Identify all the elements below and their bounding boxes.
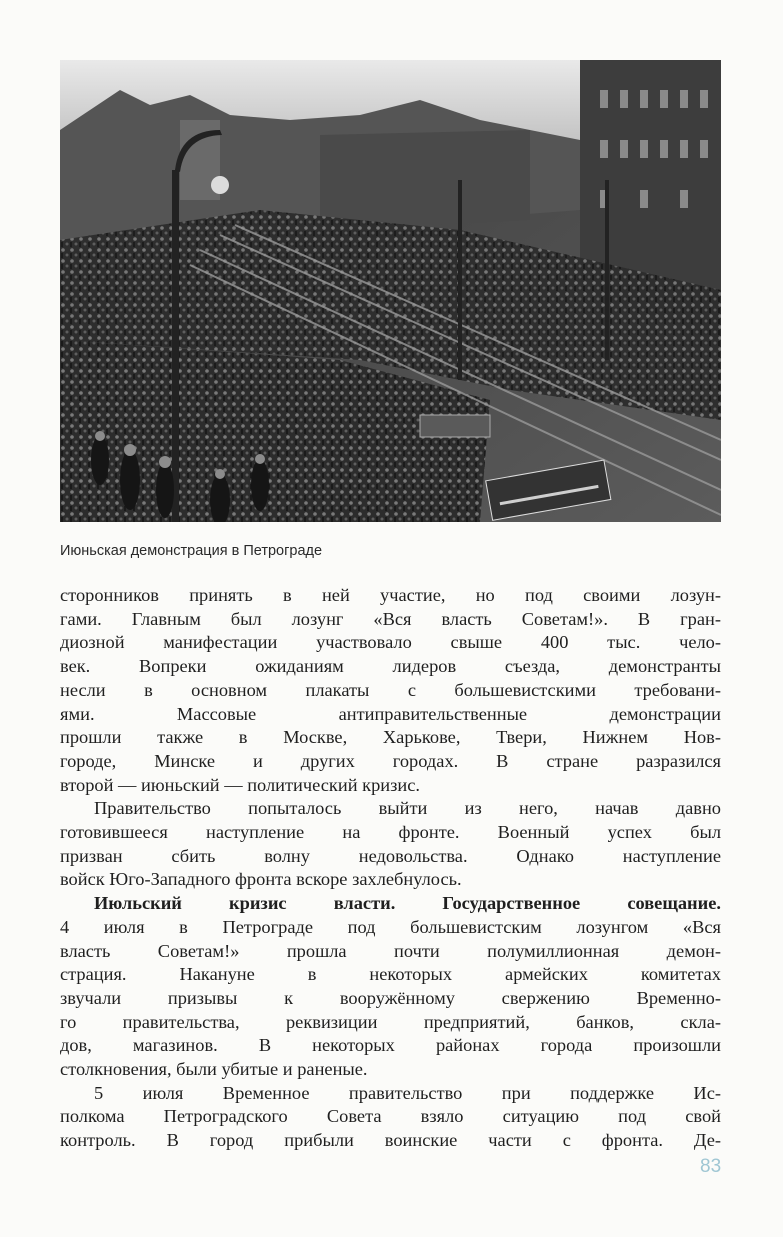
page-number: 83 bbox=[700, 1156, 722, 1177]
paragraph-2: Правительство попыталось выйти из него, начав давно готовившееся наступление на фронте. Военный успех был призван сбить волну недовольства. Однако наступление войск Юго-Западного фронта вскоре захлебнулось. bbox=[60, 798, 721, 890]
paragraph-1: сторонников принять в ней участие, но под своими лозун- гами. Главным был лозунг «Вся власть Советам!». В гран- диозной манифестации участвовало свыше 400 тыс. чело- век. Вопреки ожиданиям лидеров съезда, демонстранты несли в основном плакаты с большевистскими требовани- ями. Массовые антиправительственные демонстрации прошли также в Москве, Харькове, Твери, Нижнем Нов- городе, Минске и других городах. В стране разразился второй — июньский — политический кризис. bbox=[60, 585, 721, 795]
body-text bbox=[60, 584, 721, 1153]
paragraph-4: 5 июля Временное правительство при поддержке Ис- полкома Петроградского Совета взяло ситуацию под свой контроль. В город прибыли воинские части с фронта. Де- bbox=[60, 1082, 721, 1151]
photo-caption: Июньская демонстрация в Петрограде bbox=[60, 543, 323, 559]
paragraph-3: Июльский кризис власти. Государственное совещание. 4 июля в Петрограде под большевистским лозунгом «Вся власть Советам!» прошла почти полумиллионная демон- страция. Накануне в некоторых армейских комитетах звучали призывы к вооружённому свержению Временно- го правительства, реквизиции предприятий, банков, скла- дов, магазинов. В некоторых районах города произошли столкновения, были убитые и раненые. bbox=[60, 893, 721, 1080]
demonstration-photo bbox=[60, 60, 721, 522]
section-heading: Июльский кризис власти. Государственное совещание. bbox=[94, 893, 721, 914]
